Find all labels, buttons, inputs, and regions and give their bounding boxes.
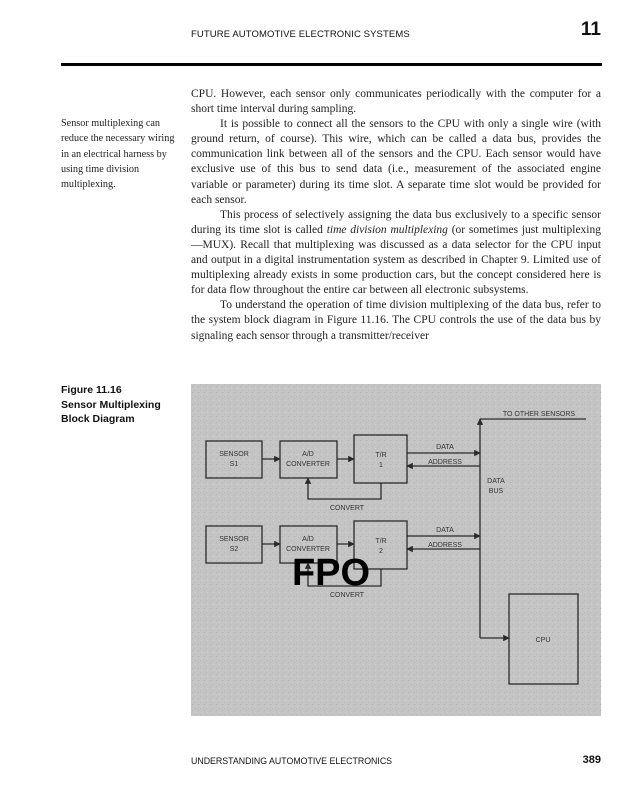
- address-1-label: ADDRESS: [428, 459, 462, 466]
- converter-1-label: CONVERTER: [286, 461, 330, 468]
- to-other-sensors-label: TO OTHER SENSORS: [502, 411, 576, 418]
- fpo-placeholder: FPO: [291, 552, 371, 594]
- paragraph-4: To understand the operation of time division multiplexing of the data bus, refer to the system block diagram in Figure 11.16. The CPU controls the use of the data bus by signaling each sensor through a transmitter/receiver: [191, 299, 601, 342]
- margin-note: Sensor multiplexing can reduce the necessary wiring in an electrical harness by using time division multiplexing.: [61, 118, 175, 191]
- tr-1-label: T/R: [375, 452, 387, 459]
- data-2-label: DATA: [436, 527, 454, 534]
- running-head: FUTURE AUTOMOTIVE ELECTRONIC SYSTEMS: [191, 29, 410, 40]
- sensor-2-sub: S2: [229, 546, 239, 553]
- paragraph-3: [191, 208, 601, 299]
- paragraph-2: It is possible to connect all the sensors to the CPU with only a single wire (with ground return, of course). This wire, which can be called a data bus, provides the communication link between all of the sensors and the CPU. Each sensor would have exclusive use of this bus to send data (i.e., measurement of the associated engine variable or parameter) during its time slot. A separate time slot would be provided for each sensor.: [191, 118, 601, 206]
- footer-book-title: UNDERSTANDING AUTOMOTIVE ELECTRONICS: [191, 756, 393, 766]
- paragraph-3-start: This process of selectively assigning the data bus exclusively to a specific sensor during its time slot is called: [191, 208, 601, 236]
- data-bus-label-1: DATA: [487, 478, 505, 485]
- sensor-1-sub: S1: [229, 461, 239, 468]
- tr-1-number: 1: [379, 462, 383, 469]
- cpu-label: CPU: [535, 637, 551, 644]
- ad-2-label: A/D: [302, 536, 314, 543]
- paragraph-3-end: (or sometimes just multiplexing—MUX). Recall that multiplexing was discussed as a data selector for the CPU input and output in a digital instrumentation system as described in Chapter 9. Limited use of multiplexing already exists in some production cars, but the concept considered here is for data flow throughout the entire car between all electronic subsystems.: [191, 223, 601, 297]
- convert-2-label: CONVERT: [329, 592, 365, 599]
- emphasis-term: time division multiplexing: [326, 223, 448, 236]
- tr-2-label: T/R: [375, 538, 387, 545]
- body-text: [191, 87, 601, 344]
- data-bus-label-2: BUS: [488, 488, 504, 495]
- tr-2-number: 2: [379, 548, 383, 555]
- figure-background: [191, 384, 601, 716]
- paragraph-1: CPU. However, each sensor only communicates periodically with the computer for a short time interval during sampling.: [191, 88, 601, 116]
- page-number: 389: [582, 754, 601, 766]
- address-2-label: ADDRESS: [428, 542, 462, 549]
- ad-1-label: A/D: [302, 451, 314, 458]
- sensor-1-label: SENSOR: [219, 451, 249, 458]
- figure-caption-title-1: Sensor Multiplexing: [61, 398, 161, 411]
- converter-2-label: CONVERTER: [286, 546, 330, 553]
- chapter-number: 11: [580, 19, 601, 40]
- figure-caption-number: Figure 11.16: [61, 384, 122, 396]
- sensor-2-label: SENSOR: [219, 536, 249, 543]
- data-1-label: DATA: [436, 444, 454, 451]
- header-rule: [61, 63, 602, 66]
- block-diagram-figure: [191, 384, 601, 716]
- figure-caption: [61, 383, 181, 427]
- figure-caption-title-2: Block Diagram: [61, 413, 135, 425]
- convert-1-label: CONVERT: [329, 505, 365, 512]
